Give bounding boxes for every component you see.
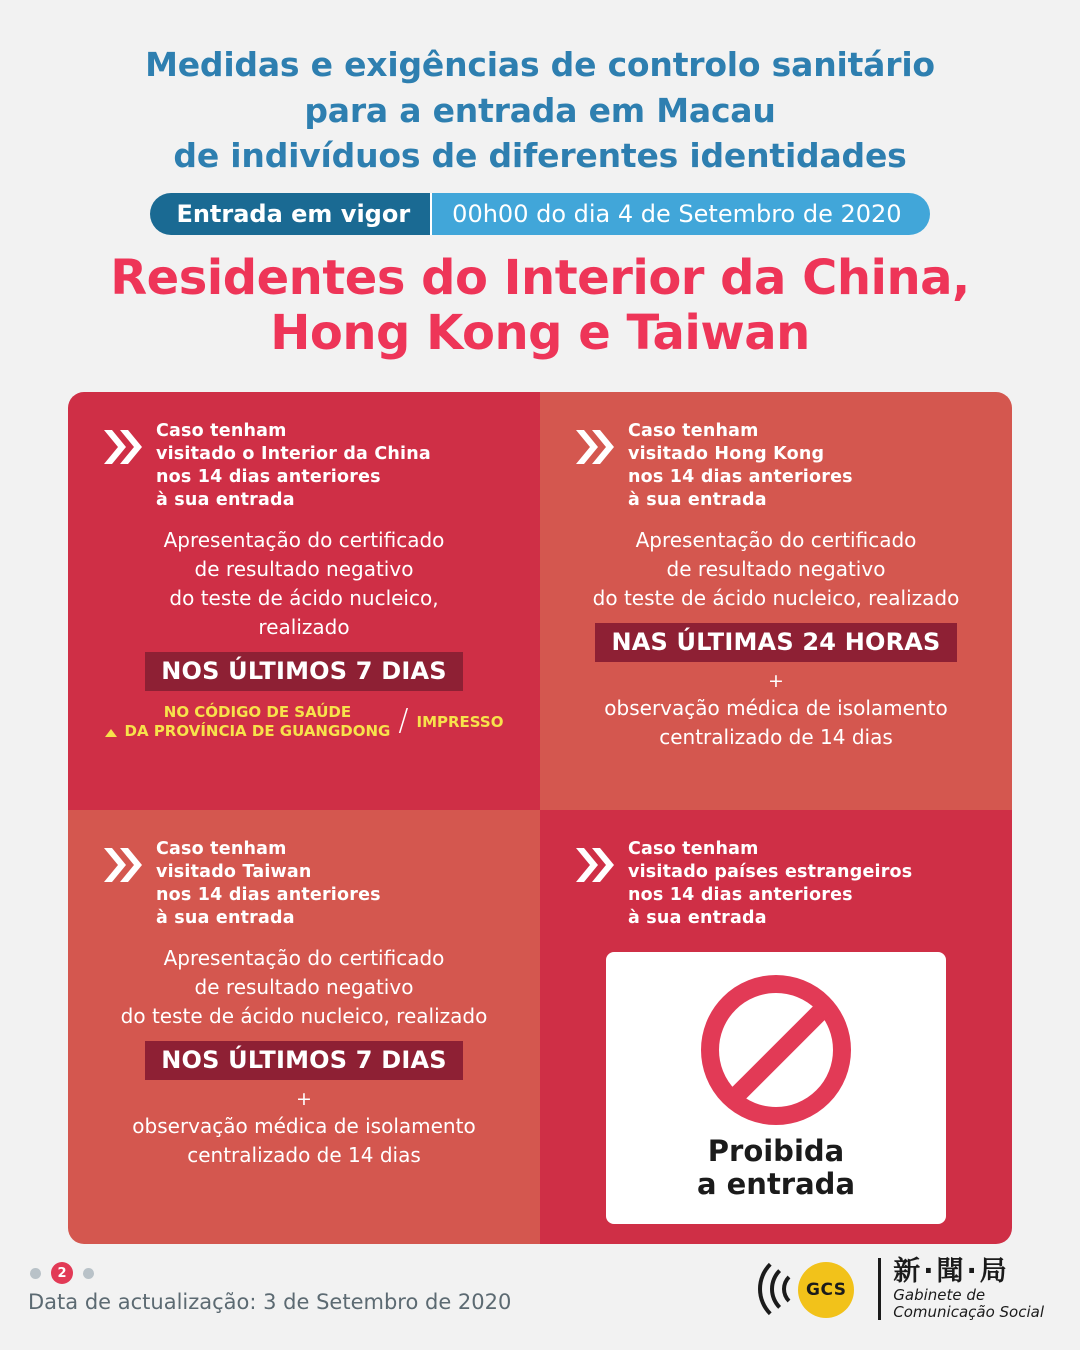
tail-line: observação médica de isolamento xyxy=(132,1114,476,1138)
card-body-text xyxy=(94,526,514,642)
page-dot xyxy=(83,1268,94,1279)
card-body-text xyxy=(566,526,986,613)
condition-line: Caso tenham xyxy=(628,838,759,859)
condition-line: Caso tenham xyxy=(628,421,759,441)
footer xyxy=(0,1244,1080,1350)
card-header xyxy=(566,838,986,930)
header xyxy=(0,0,1080,362)
condition-line: nos 14 dias anteriores xyxy=(156,884,381,905)
card-header xyxy=(94,838,514,930)
condition-line: à sua entrada xyxy=(156,907,295,928)
condition-line: visitado Taiwan xyxy=(156,861,312,882)
page-indicator xyxy=(30,1262,94,1284)
logo-text xyxy=(893,1257,1044,1321)
sign-label-line: a entrada xyxy=(696,1167,856,1201)
condition-line: visitado Hong Kong xyxy=(628,444,825,465)
condition-line: nos 14 dias anteriores xyxy=(628,884,853,905)
card-body-text xyxy=(94,944,514,1031)
tail-line: centralizado de 14 dias xyxy=(187,1143,421,1167)
page-dot xyxy=(30,1268,41,1279)
card-highlight-wrap xyxy=(94,652,514,691)
badge-value: 00h00 do dia 4 de Setembro de 2020 xyxy=(432,193,929,235)
page-title-line-2: para a entrada em Macau xyxy=(304,90,776,130)
card-interior-china xyxy=(68,392,540,810)
note-line: NO CÓDIGO DE SAÚDE xyxy=(163,703,352,722)
note-alt-text: IMPRESSO xyxy=(416,712,504,731)
condition-line: à sua entrada xyxy=(628,907,767,928)
card-note xyxy=(94,703,514,741)
page-subtitle xyxy=(0,251,1080,362)
page-subtitle-line-1: Residentes do Interior da China, xyxy=(110,249,970,306)
condition-line: nos 14 dias anteriores xyxy=(628,467,853,488)
card-header xyxy=(566,420,986,512)
note-line: DA PROVÍNCIA DE GUANGDONG xyxy=(124,722,391,741)
card-tail-text xyxy=(566,694,986,752)
condition-line: Caso tenham xyxy=(156,421,287,441)
update-date-note: Data de actualização: 3 de Setembro de 2020 xyxy=(28,1290,512,1314)
card-highlight-wrap xyxy=(566,623,986,662)
logo-mark-icon xyxy=(758,1250,866,1328)
double-chevron-icon xyxy=(102,420,144,472)
body-line: Apresentação do certificado xyxy=(163,946,445,970)
condition-line: Caso tenham xyxy=(156,838,287,859)
page-title-line-3: de indivíduos de diferentes identidades xyxy=(173,136,907,176)
condition-line: à sua entrada xyxy=(156,490,295,511)
double-chevron-icon xyxy=(102,838,144,890)
note-text xyxy=(125,703,391,741)
triangle-marker-icon xyxy=(105,729,117,737)
tail-line: centralizado de 14 dias xyxy=(659,725,893,750)
tail-line: observação médica de isolamento xyxy=(604,696,948,721)
condition-line: nos 14 dias anteriores xyxy=(156,467,381,488)
condition-line: visitado o Interior da China xyxy=(156,444,431,465)
body-line: de resultado negativo xyxy=(666,557,886,582)
double-chevron-icon xyxy=(574,838,616,890)
page-dot-current: 2 xyxy=(51,1262,73,1284)
plus-symbol: + xyxy=(768,670,784,693)
effective-date-badge xyxy=(150,193,929,235)
page-title xyxy=(0,42,1080,179)
card-highlight-wrap xyxy=(94,1041,514,1080)
logo-circle: GCS xyxy=(798,1262,854,1318)
body-line: de resultado negativo xyxy=(194,557,414,582)
highlight-badge: NOS ÚLTIMOS 7 DIAS xyxy=(145,1041,463,1080)
slash-divider-icon: / xyxy=(398,703,409,739)
body-line: do teste de ácido nucleico, xyxy=(169,586,439,611)
entry-prohibited-sign xyxy=(606,952,946,1224)
body-line: do teste de ácido nucleico, realizado xyxy=(592,586,960,611)
card-condition-text xyxy=(628,838,912,930)
double-chevron-icon xyxy=(574,420,616,472)
body-line: Apresentação do certificado xyxy=(635,528,917,553)
badge-label: Entrada em vigor xyxy=(150,193,430,235)
card-condition-text xyxy=(156,838,381,930)
logo-pt-line: Gabinete de xyxy=(893,1286,986,1305)
sign-label-line: Proibida xyxy=(707,1133,845,1168)
card-hong-kong xyxy=(540,392,1012,810)
logo-pt-line: Comunicação Social xyxy=(893,1303,1044,1322)
card-condition-text xyxy=(156,420,431,512)
body-line: de resultado negativo xyxy=(194,975,414,999)
highlight-badge: NOS ÚLTIMOS 7 DIAS xyxy=(145,652,463,691)
card-foreign-countries xyxy=(540,810,1012,1244)
body-line: Apresentação do certificado xyxy=(163,528,445,553)
condition-line: à sua entrada xyxy=(628,490,767,511)
highlight-badge: NAS ÚLTIMAS 24 HORAS xyxy=(595,623,956,662)
page-subtitle-line-2: Hong Kong e Taiwan xyxy=(270,305,810,362)
gcs-logo xyxy=(758,1250,1044,1328)
logo-divider xyxy=(878,1258,881,1320)
logo-chinese-name: 新·聞·局 xyxy=(893,1256,1010,1288)
body-line: do teste de ácido nucleico, realizado xyxy=(120,1004,488,1028)
card-taiwan xyxy=(68,810,540,1244)
page-title-line-1: Medidas e exigências de controlo sanitário xyxy=(145,45,935,84)
no-entry-icon xyxy=(701,975,851,1125)
card-tail-text xyxy=(94,1112,514,1170)
condition-line: visitado países estrangeiros xyxy=(628,861,913,882)
body-line: realizado xyxy=(258,615,350,640)
rules-grid xyxy=(68,392,1012,1244)
sign-label xyxy=(697,1135,855,1201)
effective-date-badge-row xyxy=(0,193,1080,235)
plus-symbol: + xyxy=(296,1088,312,1110)
card-condition-text xyxy=(628,420,853,512)
card-header xyxy=(94,420,514,512)
logo-portuguese-name xyxy=(893,1287,1044,1321)
